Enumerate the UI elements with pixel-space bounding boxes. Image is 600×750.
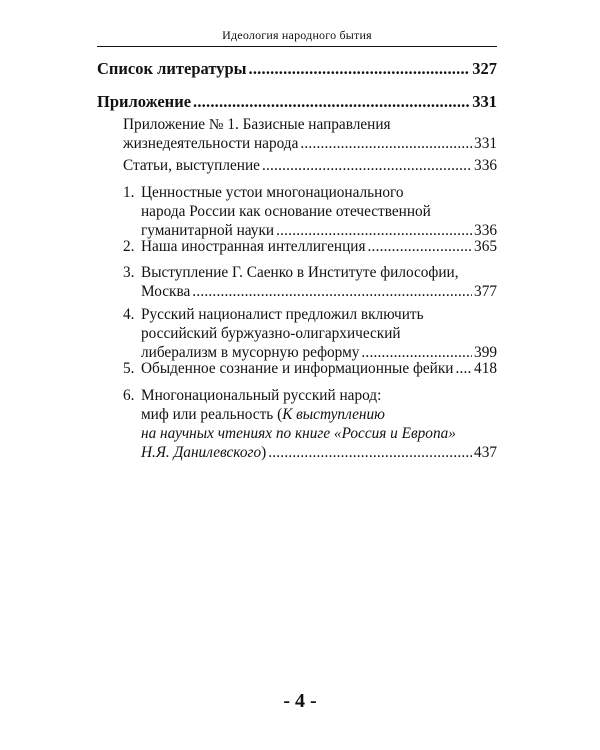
toc-entry-label: Список литературы <box>97 59 247 78</box>
toc-entry-item-1[interactable] <box>123 183 497 240</box>
page-number: - 4 - <box>283 690 317 712</box>
toc-entry-item-5[interactable] <box>123 359 497 378</box>
toc-entry-number: 6. <box>123 387 135 404</box>
toc-entry-line <box>141 424 497 443</box>
toc-entry-italic-text: на научных чтениях по книге «Россия и Европа» <box>141 425 456 442</box>
toc-entry-list-of-literature[interactable] <box>97 59 497 78</box>
toc-entry-italic-text: Н.Я. Данилевского <box>141 444 262 461</box>
dot-leader <box>249 59 471 78</box>
toc-entry-line: Ценностные устои многонационального <box>141 184 404 201</box>
toc-entry-line: российский буржуазно-олигархический <box>141 325 401 342</box>
toc-entry-appendix-1[interactable] <box>123 115 497 153</box>
toc-entry-number: 4. <box>123 306 135 323</box>
toc-entry-line <box>141 405 497 424</box>
toc-entry-line: Наша иностранная интеллигенция <box>141 238 366 255</box>
running-header: Идеология народного бытия <box>97 28 497 47</box>
toc-entry-line: либерализм в мусорную реформу <box>141 344 360 361</box>
toc-entry-item-2[interactable] <box>123 237 497 256</box>
toc-entry-item-6[interactable] <box>123 386 497 462</box>
toc-entry-line: Приложение № 1. Базисные направления <box>123 116 391 133</box>
toc-entry-number: 3. <box>123 264 135 281</box>
toc-entry-item-4[interactable] <box>123 305 497 362</box>
toc-entry-item-3[interactable] <box>123 263 497 301</box>
toc-entry-line <box>141 443 266 462</box>
toc-entry-page: 365 <box>474 238 497 255</box>
toc-entry-appendix[interactable] <box>97 92 497 111</box>
dot-leader <box>268 443 472 462</box>
toc-entry-page: 437 <box>474 444 497 461</box>
toc-entry-line: Москва <box>141 283 191 300</box>
toc-entry-line: Обыденное сознание и информационные фейки <box>141 360 454 377</box>
toc-entry-line: Многонациональный русский народ: <box>141 387 382 404</box>
dot-leader <box>368 237 473 256</box>
toc-entry-articles[interactable] <box>123 156 497 175</box>
toc-entry-text: миф или реальность ( <box>141 406 283 423</box>
dot-leader <box>455 359 472 378</box>
toc-entry-line: Русский националист предложил включить <box>141 306 424 323</box>
toc-entry-number: 1. <box>123 184 135 201</box>
dot-leader <box>192 282 472 301</box>
toc-entry-number: 5. <box>123 360 135 377</box>
toc-entry-page: 331 <box>472 92 497 111</box>
toc-entry-page: 377 <box>474 283 497 300</box>
toc-entry-line: гуманитарной науки <box>141 222 275 239</box>
toc-entry-page: 336 <box>474 157 497 174</box>
toc-entry-text: ) <box>261 444 267 461</box>
dot-leader <box>300 134 472 153</box>
toc-entry-line: жизнедеятельности народа <box>123 135 299 152</box>
toc-entry-italic-text: К выступлению <box>282 406 385 423</box>
toc-entry-page: 331 <box>474 135 497 152</box>
dot-leader <box>193 92 470 111</box>
toc-entry-page: 399 <box>474 344 497 361</box>
toc-entry-number: 2. <box>123 238 135 255</box>
toc-entry-page: 418 <box>474 360 497 377</box>
toc-entry-label: Статьи, выступление <box>123 157 260 174</box>
toc-entry-line: Выступление Г. Саенко в Институте философии, <box>141 264 459 281</box>
toc-entry-page: 336 <box>474 222 497 239</box>
toc-entry-label: Приложение <box>97 92 192 111</box>
toc-entry-line: народа России как основание отечественной <box>141 203 431 220</box>
dot-leader <box>262 156 472 175</box>
toc-entry-page: 327 <box>472 59 497 78</box>
